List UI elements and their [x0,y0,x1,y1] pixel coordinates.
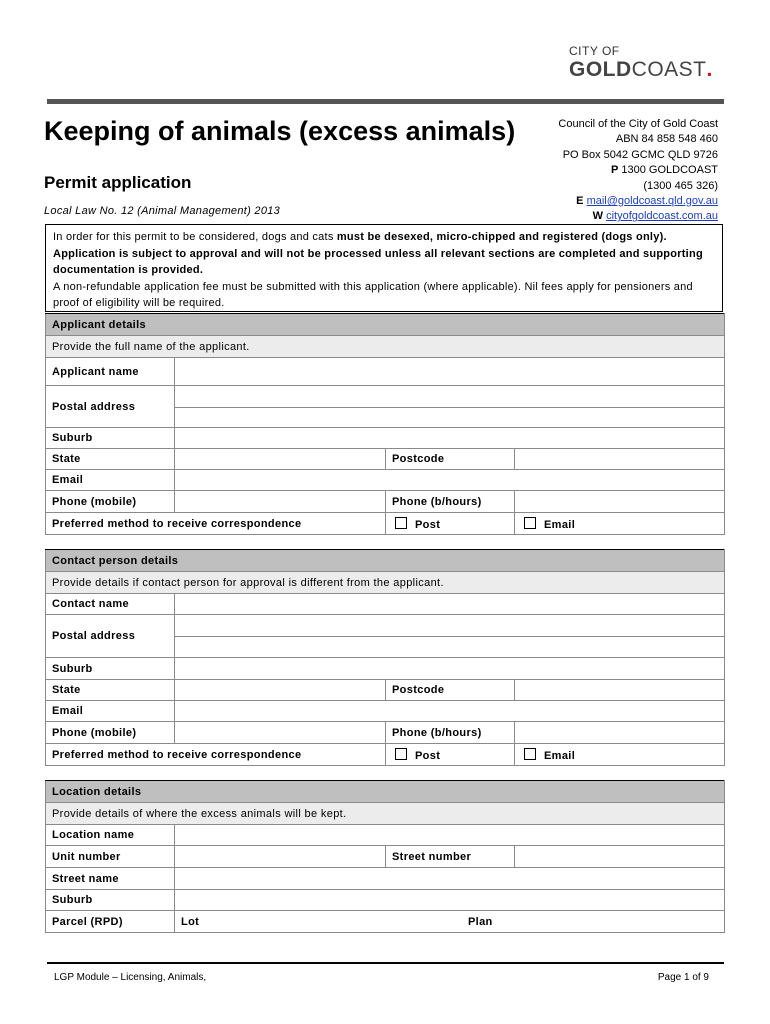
email-checkbox[interactable] [524,517,536,529]
email-checkbox[interactable] [524,748,536,760]
street-name-field[interactable] [175,868,725,890]
parcel-rpd-label: Parcel (RPD) [46,911,175,933]
post-option-label: Post [415,518,441,531]
logo-wordmark [569,58,729,82]
postal-address-line2[interactable] [175,637,725,658]
section-description: Provide details if contact person for approval is different from the applicant. [46,572,725,594]
suburb-field[interactable] [175,658,725,680]
footer-rule [47,962,724,964]
post-option[interactable] [386,744,515,766]
postal-address-label: Postal address [46,615,175,658]
suburb-field[interactable] [175,890,725,911]
contact-person-details-section [45,549,725,766]
postal-address-line1[interactable] [175,386,725,408]
suburb-label: Suburb [46,890,175,911]
intro-bold-text: must be desexed, micro-chipped and registered (dogs only). Application is subject to approval and will not be processed unless all relevant sections are completed and supporting documentation is provided. [53,231,703,277]
phone-value: 1300 GOLDCOAST [621,164,718,177]
council-name: Council of the City of Gold Coast [558,118,718,130]
logo-dot: . [706,58,713,81]
state-label: State [46,680,175,701]
phone-mobile-field[interactable] [175,491,386,513]
page-title: Keeping of animals (excess animals) [44,116,516,146]
post-checkbox[interactable] [395,517,407,529]
logo-line1: CITY OF [569,44,620,58]
suburb-label: Suburb [46,658,175,680]
contact-name-field[interactable] [175,594,725,615]
footer-page-number: Page 1 of 9 [657,972,709,983]
state-field[interactable] [175,449,386,470]
post-option-label: Post [415,749,441,762]
header-rule [47,99,724,104]
postcode-field[interactable] [515,449,725,470]
applicant-name-label: Applicant name [46,358,175,386]
web-link[interactable]: cityofgoldcoast.com.au [606,210,718,223]
phone-mobile-field[interactable] [175,722,386,744]
intro-notice [45,224,723,312]
council-phone [558,163,718,178]
location-name-field[interactable] [175,825,725,846]
section-header: Location details [46,781,725,803]
preferred-method-label: Preferred method to receive correspondence [46,744,386,766]
contact-name-label: Contact name [46,594,175,615]
council-phone-alt: (1300 465 326) [643,179,718,192]
email-label: E [576,195,584,208]
preferred-method-label: Preferred method to receive correspondence [46,513,386,535]
plan-label: Plan [468,915,493,928]
council-abn: ABN 84 858 548 460 [615,133,718,146]
applicant-name-field[interactable] [175,358,725,386]
intro-fee-text: A non-refundable application fee must be submitted with this application (where applicable). Nil fees apply for pensioners and proof of eligibility will be required. [53,280,693,310]
street-number-field[interactable] [515,846,725,868]
lot-field[interactable] [175,916,462,928]
section-description: Provide details of where the excess animals will be kept. [46,803,725,825]
local-law-reference: Local Law No. 12 (Animal Management) 2013 [44,205,281,217]
state-field[interactable] [175,680,386,701]
email-option-label: Email [544,749,576,762]
page-subtitle: Permit application [44,173,192,192]
section-description: Provide the full name of the applicant. [46,336,725,358]
parcel-fields [175,911,725,933]
phone-bhours-field[interactable] [515,491,725,513]
street-name-label: Street name [46,868,175,890]
web-label: W [592,210,604,223]
logo-gold: GOLD [569,58,632,81]
street-number-label: Street number [386,846,515,868]
council-contact-block [558,117,718,225]
email-field[interactable] [175,470,725,491]
phone-bhours-field[interactable] [515,722,725,744]
post-option[interactable] [386,513,515,535]
postal-address-line1[interactable] [175,615,725,637]
email-link[interactable]: mail@goldcoast.qld.gov.au [586,195,718,208]
applicant-details-section [45,313,725,535]
lot-label: Lot [181,915,200,928]
section-header: Contact person details [46,550,725,572]
email-option[interactable] [515,744,725,766]
phone-bhours-label: Phone (b/hours) [386,491,515,513]
email-label: Email [46,470,175,491]
council-web [558,209,718,224]
footer-module: LGP Module – Licensing, Animals, [54,972,207,983]
council-po-box: PO Box 5042 GCMC QLD 9726 [562,148,718,161]
council-email [558,194,718,209]
intro-text: In order for this permit to be considered, dogs and cats [53,231,337,243]
phone-label: P [611,164,619,177]
suburb-field[interactable] [175,428,725,449]
location-name-label: Location name [46,825,175,846]
postcode-label: Postcode [386,680,515,701]
logo-coast: COAST [631,58,707,81]
postal-address-line2[interactable] [175,408,725,428]
state-label: State [46,449,175,470]
phone-mobile-label: Phone (mobile) [46,491,175,513]
phone-bhours-label: Phone (b/hours) [386,722,515,744]
email-label: Email [46,701,175,722]
email-field[interactable] [175,701,725,722]
postal-address-label: Postal address [46,386,175,428]
plan-field[interactable] [462,916,724,928]
unit-number-field[interactable] [175,846,386,868]
section-header: Applicant details [46,314,725,336]
unit-number-label: Unit number [46,846,175,868]
city-logo [569,44,729,88]
postcode-field[interactable] [515,680,725,701]
phone-mobile-label: Phone (mobile) [46,722,175,744]
post-checkbox[interactable] [395,748,407,760]
email-option-label: Email [544,518,576,531]
email-option[interactable] [515,513,725,535]
postcode-label: Postcode [386,449,515,470]
suburb-label: Suburb [46,428,175,449]
location-details-section [45,780,725,933]
